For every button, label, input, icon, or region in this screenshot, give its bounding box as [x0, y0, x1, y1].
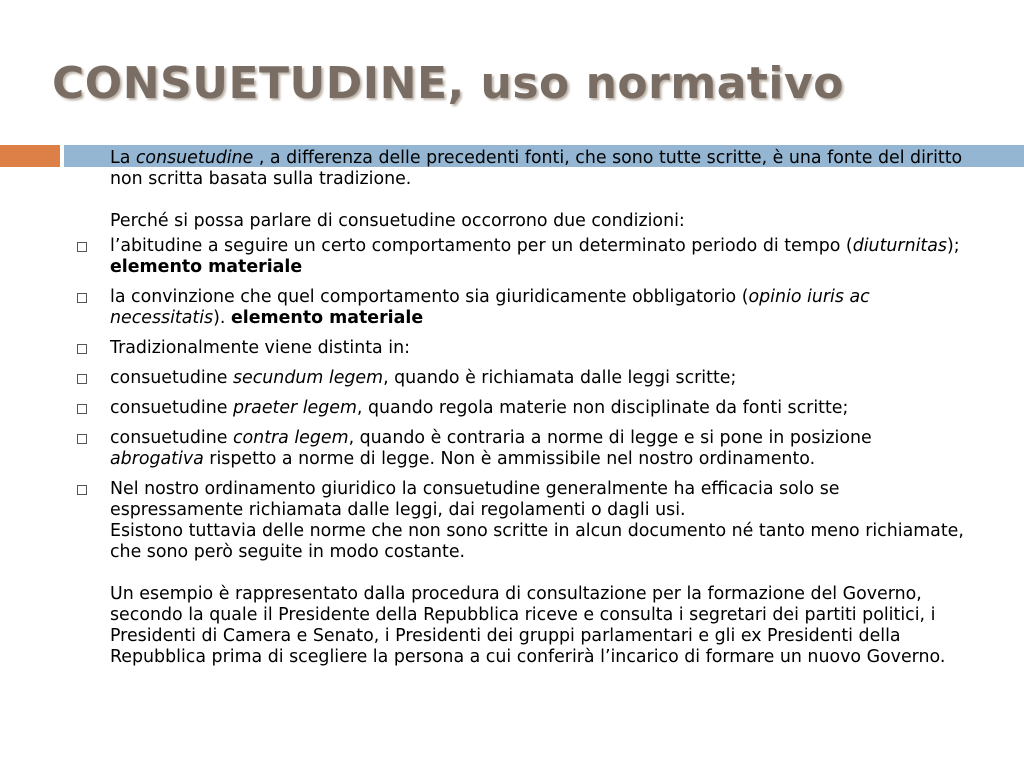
item-term: diuturnitas [852, 236, 947, 256]
item-text: , quando regola materie non disciplinate da fonti scritte; [356, 398, 849, 418]
list-item [64, 287, 964, 329]
square-bullet-icon [77, 293, 87, 303]
item-bold: elemento materiale [230, 308, 424, 328]
intro-text-c: , a differenza delle precedenti fonti, che sono tutte scritte, è una fonte del diritto non scritta basata sulla tradizione. [110, 148, 963, 189]
item-term: contra legem [232, 428, 349, 448]
accent-bar-orange [0, 145, 60, 167]
item-term: abrogativa [110, 449, 204, 469]
list-item [64, 338, 964, 359]
item-text: la convinzione che quel comportamento sia giuridicamente obbligatorio ( [110, 287, 749, 307]
slide-content [64, 148, 964, 668]
item-text: l’abitudine a seguire un certo comportamento per un determinato periodo di tempo ( [110, 236, 853, 256]
item-bold: elemento materiale [110, 257, 303, 277]
square-bullet-icon [77, 404, 87, 414]
item-term: secundum legem [232, 368, 384, 388]
item-term: praeter legem [232, 398, 357, 418]
item-paragraph: Esistono tuttavia delle norme che non sono scritte in alcun documento né tanto meno richiamate, che sono però seguite in modo costante. [110, 521, 964, 562]
square-bullet-icon [77, 344, 87, 354]
item-text: ). [213, 308, 231, 328]
intro-paragraph [64, 148, 964, 190]
square-bullet-icon [77, 374, 87, 384]
item-text: consuetudine [110, 368, 233, 388]
item-paragraph: Nel nostro ordinamento giuridico la consuetudine generalmente ha efficacia solo se espressamente richiamata dalle leggi, dai regolamenti o dagli usi. [110, 479, 840, 520]
item-paragraph: Un esempio è rappresentato dalla procedura di consultazione per la formazione del Governo, secondo la quale il Presidente della Repubblica riceve e consulta i segretari dei partiti politici, i Presidenti di Camera e Senato, i Presidenti dei gruppi parlamentari e gli ex Presidenti della Repubblica prima di scegliere la persona a cui conferirà l’incarico di formare un nuovo Governo. [110, 584, 946, 667]
item-text: consuetudine [110, 398, 233, 418]
square-bullet-icon [77, 242, 87, 252]
item-text: , quando è richiamata dalle leggi scritte; [383, 368, 737, 388]
item-text: consuetudine [110, 428, 233, 448]
item-term: opinio iuris ac necessitatis [110, 287, 870, 328]
list-item [64, 236, 964, 278]
intro-conditions: Perché si possa parlare di consuetudine occorrono due condizioni: [110, 211, 685, 231]
list-item [64, 398, 964, 419]
intro-term-consuetudine: consuetudine [135, 148, 259, 168]
intro-text-a: La [110, 148, 136, 168]
item-text: Tradizionalmente viene distinta in: [110, 338, 410, 358]
list-item [64, 368, 964, 389]
slide-title: CONSUETUDINE, uso normativo [52, 58, 844, 109]
square-bullet-icon [77, 485, 87, 495]
item-text: , quando è contraria a norme di legge e si pone in posizione [348, 428, 872, 448]
square-bullet-icon [77, 434, 87, 444]
list-item [64, 428, 964, 470]
item-text: rispetto a norme di legge. Non è ammissibile nel nostro ordinamento. [203, 449, 816, 469]
item-text: ); [946, 236, 960, 256]
list-item [64, 479, 964, 668]
